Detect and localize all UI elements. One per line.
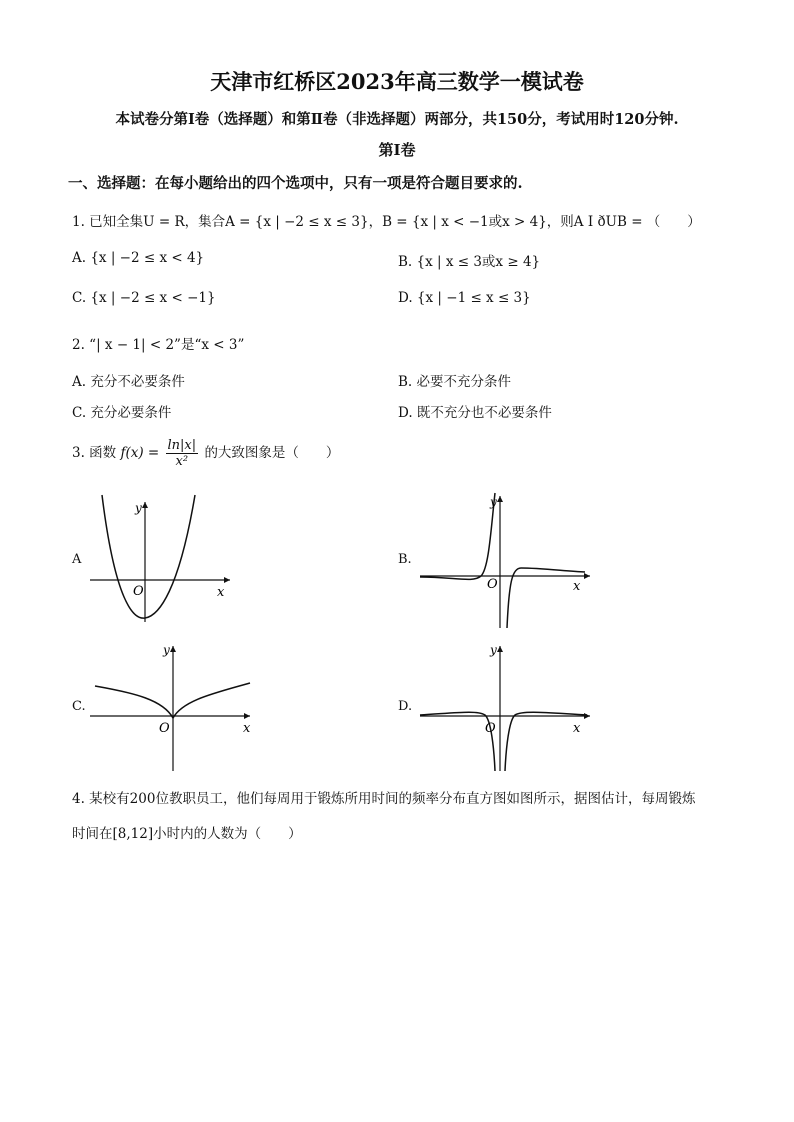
graph-b [415, 488, 600, 630]
question-1-option-b: B. {x | x ≤ 3或x ≥ 4} [398, 254, 541, 270]
graph-d [415, 638, 600, 773]
section-heading: 一、选择题：在每小题给出的四个选项中，只有一项是符合题目要求的. [68, 175, 523, 192]
graph-a-y-arrow [142, 502, 148, 508]
graph-a-label: A [72, 552, 82, 567]
graph-d-left-curve [420, 712, 495, 771]
graph-b-y-arrow [497, 496, 503, 502]
graph-a [85, 490, 245, 625]
graph-c-x-label: x [243, 721, 251, 736]
graph-c-y-label: y [163, 643, 170, 657]
graph-d-origin-label: O [485, 721, 496, 736]
question-1-option-c: C. {x | −2 ≤ x < −1} [72, 290, 216, 306]
question-4-line-2: 时间在[8,12]小时内的人数为（ ） [72, 826, 302, 842]
question-3-prefix: 3. 函数 [72, 445, 117, 461]
graph-d-label: D. [398, 699, 413, 714]
graph-a-curve [102, 495, 195, 618]
graph-d-y-label: y [490, 643, 497, 657]
question-2-option-a: A. 充分不必要条件 [72, 374, 185, 390]
question-2-option-b: B. 必要不充分条件 [398, 374, 512, 390]
graph-b-label: B. [398, 552, 412, 567]
graph-b-x-label: x [573, 579, 581, 594]
graph-b-y-label: y [490, 495, 497, 509]
graph-b-right-curve [507, 568, 585, 628]
graph-c [85, 638, 260, 773]
question-3-fraction [166, 438, 199, 469]
page-title: 天津市红桥区2023年高三数学一模试卷 [210, 69, 584, 94]
graph-c-origin-label: O [159, 721, 170, 736]
question-3-function: f(x) = [120, 445, 160, 461]
question-3-suffix: 的大致图象是（ ） [204, 445, 340, 461]
question-1-option-d: D. {x | −1 ≤ x ≤ 3} [398, 290, 531, 306]
question-1-stem: 1. 已知全集U = R，集合A = {x | −2 ≤ x ≤ 3}，B = {x | x < −1或x > 4}，则A I ðUB = （ ） [72, 214, 701, 230]
graph-c-y-arrow [170, 646, 176, 652]
graph-c-label: C. [72, 699, 86, 714]
question-2-stem: 2. “| x − 1| < 2”是“x < 3” [72, 337, 245, 353]
volume-heading: 第Ⅰ卷 [378, 141, 416, 159]
graph-a-origin-label: O [133, 584, 144, 599]
question-2-option-d: D. 既不充分也不必要条件 [398, 405, 552, 421]
graph-d-y-arrow [497, 646, 503, 652]
graph-b-x-arrow [584, 573, 590, 579]
graph-c-x-arrow [244, 713, 250, 719]
graph-a-x-label: x [217, 585, 225, 600]
question-1-option-a: A. {x | −2 ≤ x < 4} [72, 250, 205, 266]
graph-d-x-label: x [573, 721, 581, 736]
question-3-stem [72, 438, 339, 469]
exam-intro: 本试卷分第Ⅰ卷（选择题）和第Ⅱ卷（非选择题）两部分，共150分，考试用时120分钟. [115, 111, 679, 128]
graph-b-origin-label: O [487, 577, 498, 592]
graph-a-y-label: y [135, 501, 142, 515]
fraction-numerator: ln|x| [167, 438, 197, 453]
graph-d-x-arrow [584, 713, 590, 719]
graph-b-left-curve [420, 493, 495, 579]
fraction-denominator: x² [175, 454, 189, 469]
question-2-option-c: C. 充分必要条件 [72, 405, 172, 421]
question-4-line-1: 4. 某校有200位教职员工，他们每周用于锻炼所用时间的频率分布直方图如图所示，据图估计，每周锻炼 [72, 791, 696, 807]
graph-a-x-arrow [224, 577, 230, 583]
